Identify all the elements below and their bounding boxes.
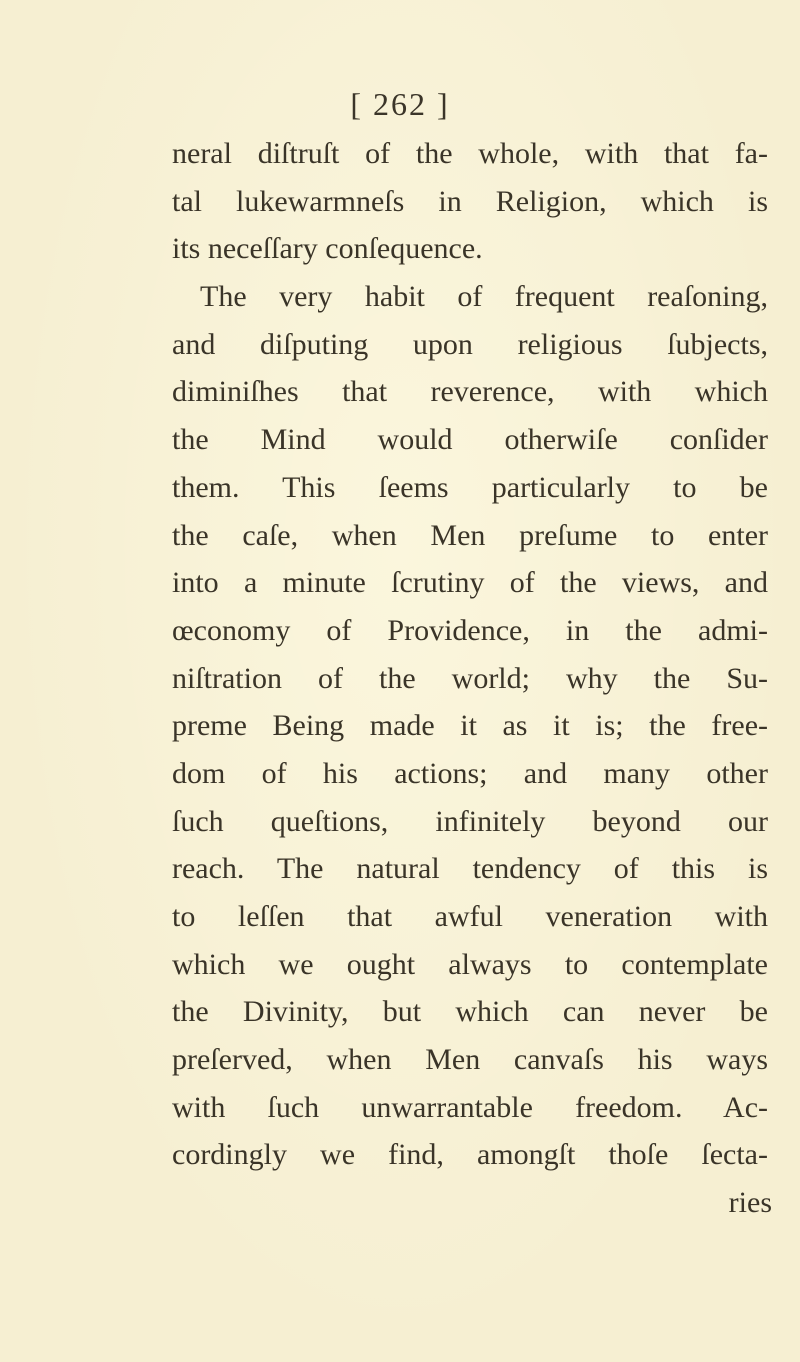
text-line: and diſputing upon religious ſubjects,: [172, 327, 768, 361]
text-line: its neceſſary conſequence.: [172, 232, 483, 266]
text-line: the Divinity, but which can never be: [172, 995, 768, 1029]
text-line: into a minute ſcrutiny of the views, and: [172, 566, 768, 600]
text-line: which we ought always to contemplate: [172, 947, 768, 981]
text-line: dom of his actions; and many other: [172, 756, 768, 790]
catchword: ries: [728, 1186, 772, 1220]
text-line: the Mind would otherwiſe conſider: [172, 423, 768, 457]
text-line: preme Being made it as it is; the free-: [172, 709, 768, 743]
text-line: preſerved, when Men canvaſs his ways: [172, 1043, 768, 1077]
text-line: neral diſtruſt of the whole, with that fa-: [172, 137, 768, 170]
page-number: [ 262 ]: [350, 86, 450, 122]
text-line: reach. The natural tendency of this is: [172, 852, 768, 886]
text-line: with ſuch unwarrantable freedom. Ac-: [172, 1090, 768, 1124]
text-line: The very habit of frequent reaſoning,: [200, 280, 768, 314]
text-line: œconomy of Providence, in the admi-: [172, 613, 768, 647]
text-line: cordingly we find, amongſt thoſe ſecta-: [172, 1138, 768, 1172]
text-line: tal lukewarmneſs in Religion, which is: [172, 184, 768, 218]
text-line: niſtration of the world; why the Su-: [172, 661, 768, 695]
text-line: diminiſhes that reverence, with which: [172, 375, 768, 409]
text-line: ſuch queſtions, infinitely beyond our: [172, 804, 768, 838]
text-line: them. This ſeems particularly to be: [172, 470, 768, 504]
body-text: [172, 130, 772, 1227]
text-line: the caſe, when Men preſume to enter: [172, 518, 768, 552]
text-line: to leſſen that awful veneration with: [172, 900, 768, 933]
